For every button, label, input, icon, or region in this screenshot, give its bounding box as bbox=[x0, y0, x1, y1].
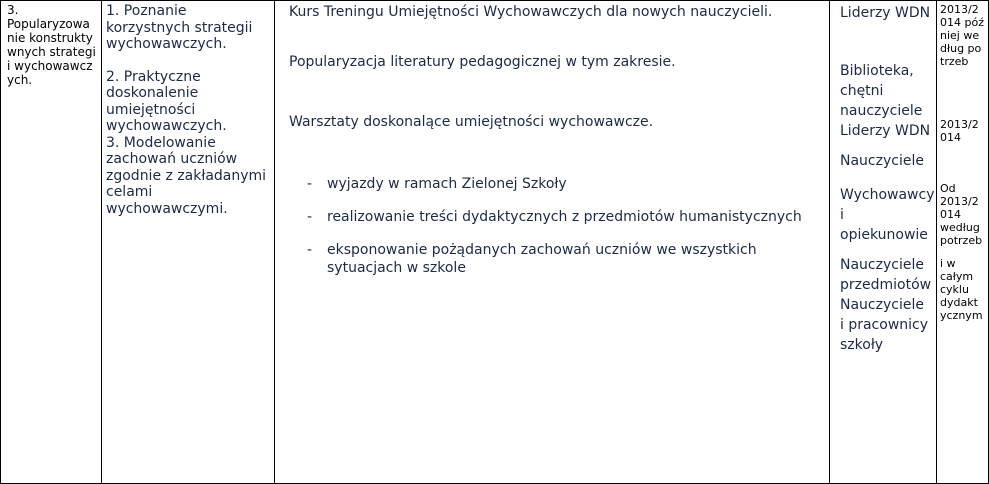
responsible-cell bbox=[830, 1, 937, 484]
responsible-item: Wychowawcy i opiekunowie bbox=[840, 187, 935, 243]
task-number: 3. bbox=[7, 3, 19, 17]
objectives-cell bbox=[102, 1, 275, 484]
task-title: Popularyzowanie konstruktywnych strategii wychowawczych. bbox=[7, 17, 96, 87]
bullet-text: wyjazdy w ramach Zielonej Szkoły bbox=[327, 176, 567, 192]
responsible-item: Nauczyciele i pracownicy szkoły bbox=[840, 297, 929, 353]
method-bullet bbox=[289, 241, 825, 277]
deadline-cell bbox=[937, 1, 989, 484]
deadline-item: i w całym cyklu dydaktycznym bbox=[940, 257, 983, 322]
responsible-item: Liderzy WDN bbox=[840, 123, 931, 139]
objective-item: 2. Praktyczne doskonalenie umiejętności wychowawczych. bbox=[106, 68, 227, 134]
task-cell bbox=[1, 1, 102, 484]
deadline-item: 2013/2014 bbox=[940, 118, 979, 144]
responsible-item: Nauczyciele przedmiotów bbox=[840, 257, 932, 293]
objective-item: 3. Modelowanie zachowań uczniów zgodnie z zakładanymi celami wychowawczymi. bbox=[106, 134, 267, 217]
method-bullet bbox=[289, 208, 825, 226]
responsible-item: Liderzy WDN bbox=[840, 5, 931, 21]
method-line: Popularyzacja literatury pedagogicznej w tym zakresie. bbox=[289, 54, 676, 70]
deadline-item: Od 2013/2014 według potrzeb bbox=[940, 182, 983, 247]
bullet-dash: - bbox=[307, 242, 313, 258]
bullet-dash: - bbox=[307, 209, 313, 225]
bullet-text: realizowanie treści dydaktycznych z przedmiotów humanistycznych bbox=[327, 209, 802, 225]
bullet-dash: - bbox=[307, 176, 313, 192]
table-row bbox=[1, 1, 989, 484]
method-line: Warsztaty doskonalące umiejętności wychowawcze. bbox=[289, 114, 654, 130]
responsible-item: Biblioteka, chętni nauczyciele bbox=[840, 63, 923, 119]
method-bullet bbox=[289, 175, 825, 193]
method-line: Kurs Treningu Umiejętności Wychowawczych dla nowych nauczycieli. bbox=[289, 4, 773, 20]
responsible-item: Nauczyciele bbox=[840, 153, 924, 169]
methods-cell bbox=[275, 1, 830, 484]
bullet-text: eksponowanie pożądanych zachowań uczniów we wszystkich sytuacjach w szkole bbox=[327, 242, 757, 276]
objective-item: 1. Poznanie korzystnych strategii wychowawczych. bbox=[106, 3, 253, 52]
deadline-item: 2013/2014 później według potrzeb bbox=[940, 3, 984, 68]
